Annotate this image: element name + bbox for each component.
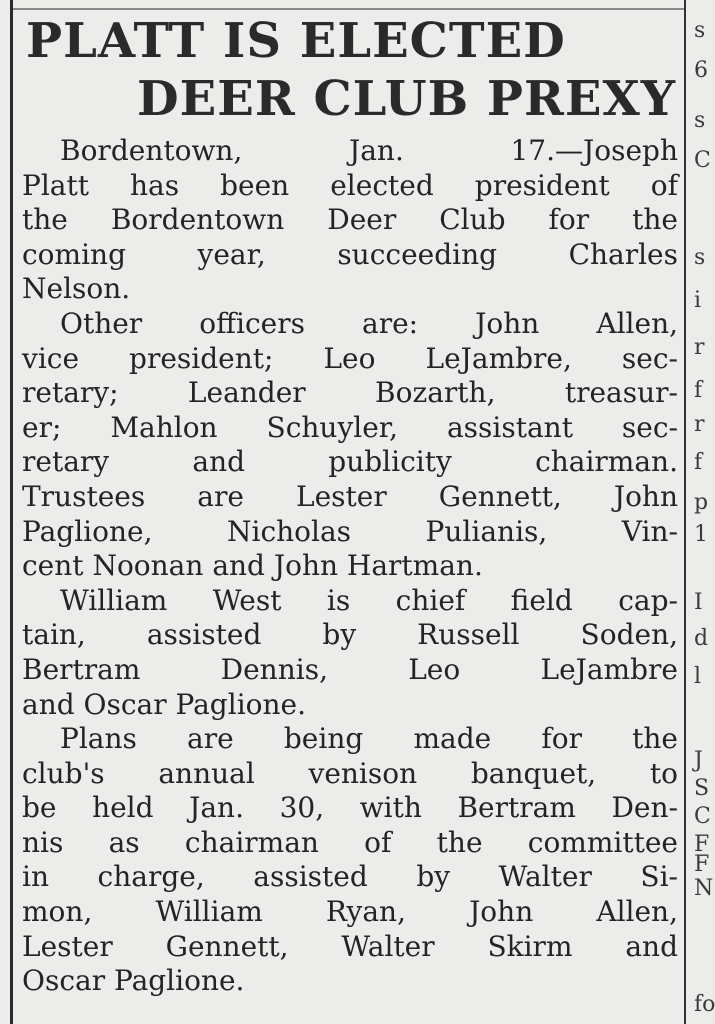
headline-line-1: PLATT IS ELECTED xyxy=(26,13,566,69)
body-line: coming year, succeeding Charles xyxy=(22,237,678,271)
margin-fragment: f xyxy=(694,450,703,475)
body-line: be held Jan. 30, with Bertram Den- xyxy=(22,791,678,825)
left-rule xyxy=(10,0,13,1024)
margin-fragment: C xyxy=(694,804,711,829)
margin-fragment: 1 xyxy=(694,522,708,547)
margin-fragment: F xyxy=(694,832,710,857)
headline xyxy=(22,12,678,128)
body-line: Bertram Dennis, Leo LeJambre xyxy=(22,652,678,686)
headline-line-2: DEER CLUB PREXY xyxy=(137,71,676,127)
body-line: nis as chairman of the committee xyxy=(22,825,678,859)
margin-fragment: 6 xyxy=(694,58,708,83)
body-line: Other officers are: John Allen, xyxy=(60,306,678,340)
body-line: and Oscar Paglione. xyxy=(22,687,307,721)
margin-fragment: r xyxy=(694,412,705,437)
body-line: in charge, assisted by Walter Si- xyxy=(22,860,678,894)
body-line: Oscar Paglione. xyxy=(22,964,245,998)
margin-fragment: F xyxy=(694,852,710,877)
body-line: Paglione, Nicholas Pulianis, Vin- xyxy=(22,514,678,548)
body-line: retary and publicity chairman. xyxy=(22,445,678,479)
body-line: Trustees are Lester Gennett, John xyxy=(22,479,678,513)
margin-fragment: d xyxy=(694,626,709,651)
body-line: Nelson. xyxy=(22,272,131,306)
margin-fragment: I xyxy=(694,590,703,615)
body-line: vice president; Leo LeJambre, sec- xyxy=(22,341,678,375)
margin-fragment: S xyxy=(694,776,710,801)
body-line: William West is chief field cap- xyxy=(60,583,678,617)
body-line: Bordentown, Jan. 17.—Joseph xyxy=(60,134,678,167)
body-line: club's annual venison banquet, to xyxy=(22,756,678,790)
margin-fragment: N xyxy=(694,876,714,901)
body-line: Platt has been elected president of xyxy=(22,168,678,202)
top-rule xyxy=(10,8,686,10)
body-line: Lester Gennett, Walter Skirm and xyxy=(22,929,678,963)
margin-fragment: s xyxy=(694,18,706,43)
margin-fragment: C xyxy=(694,148,711,173)
margin-fragment: l xyxy=(694,664,702,689)
article-body xyxy=(22,134,678,999)
margin-fragment: J xyxy=(694,748,703,773)
body-line: Plans are being made for the xyxy=(60,722,678,756)
margin-fragment: r xyxy=(694,335,705,360)
body-line: the Bordentown Deer Club for the xyxy=(22,203,678,237)
margin-fragment: s xyxy=(694,245,706,270)
body-line: cent Noonan and John Hartman. xyxy=(22,549,483,583)
margin-fragment: i xyxy=(694,288,702,313)
adjacent-column-fragments xyxy=(690,0,715,1024)
body-line: mon, William Ryan, John Allen, xyxy=(22,895,678,929)
body-line: retary; Leander Bozarth, treasur- xyxy=(22,376,678,410)
margin-fragment: fo xyxy=(694,992,715,1017)
column-rule xyxy=(684,0,686,1024)
margin-fragment: s xyxy=(694,108,706,133)
margin-fragment: p xyxy=(694,490,709,515)
body-line: er; Mahlon Schuyler, assistant sec- xyxy=(22,410,678,444)
article xyxy=(22,12,678,999)
margin-fragment: f xyxy=(694,378,703,403)
body-line: tain, assisted by Russell Soden, xyxy=(22,618,678,652)
